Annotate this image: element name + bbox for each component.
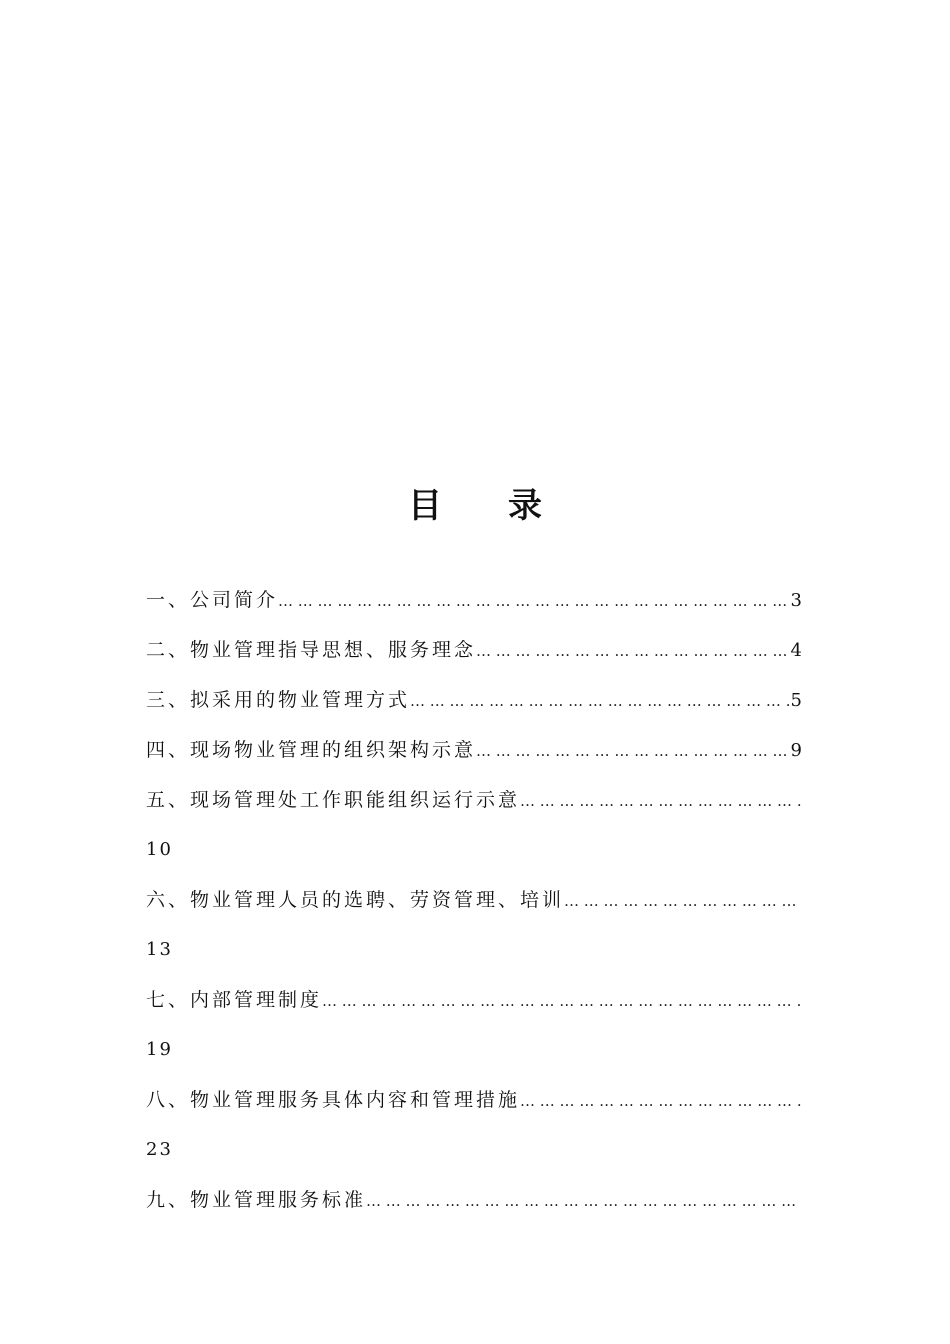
toc-entry-label: 六、物业管理人员的选聘、劳资管理、培训	[146, 889, 565, 911]
toc-entry-label: 一、公司简介	[146, 589, 279, 611]
toc-entry-page: 5	[790, 690, 802, 711]
toc-leader-dots	[322, 983, 802, 1019]
toc-leader-dots	[564, 883, 802, 919]
toc-leader-dots	[520, 1083, 802, 1119]
toc-entry[interactable]	[146, 1082, 802, 1132]
toc-entry[interactable]	[146, 882, 802, 932]
table-of-contents	[146, 582, 802, 1232]
toc-entry-page: 10	[146, 839, 173, 860]
toc-entry-page: 19	[146, 1039, 173, 1060]
toc-entry-label: 九、物业管理服务标准	[146, 1189, 367, 1211]
toc-entry[interactable]	[146, 582, 802, 632]
toc-entry-label: 三、拟采用的物业管理方式	[146, 689, 411, 711]
toc-title	[0, 478, 950, 527]
toc-entry[interactable]	[146, 1182, 802, 1232]
toc-leader-dots	[410, 683, 791, 719]
toc-entry-label: 八、物业管理服务具体内容和管理措施	[146, 1089, 521, 1111]
toc-entry[interactable]	[146, 782, 802, 832]
toc-leader-dots	[476, 633, 791, 669]
toc-title-char-2: 录	[508, 486, 542, 526]
toc-entry[interactable]	[146, 632, 802, 682]
toc-leader-dots	[476, 733, 791, 769]
toc-entry-label: 五、现场管理处工作职能组织运行示意	[146, 789, 521, 811]
toc-entry[interactable]	[146, 682, 802, 732]
toc-entry-page: 13	[146, 939, 173, 960]
toc-entry-label: 二、物业管理指导思想、服务理念	[146, 639, 477, 661]
toc-leader-dots	[366, 1183, 802, 1219]
toc-entry-page: 23	[146, 1139, 173, 1160]
toc-entry-page: 9	[790, 740, 802, 761]
toc-entry-label: 七、内部管理制度	[146, 989, 323, 1011]
toc-entry-page: 4	[790, 640, 802, 661]
toc-title-char-1: 目	[408, 486, 442, 526]
toc-entry[interactable]	[146, 982, 802, 1032]
toc-entry-page: 3	[790, 590, 802, 611]
toc-leader-dots	[520, 783, 802, 819]
toc-leader-dots	[278, 583, 791, 619]
toc-entry[interactable]	[146, 732, 802, 782]
toc-entry-label: 四、现场物业管理的组织架构示意	[146, 739, 477, 761]
